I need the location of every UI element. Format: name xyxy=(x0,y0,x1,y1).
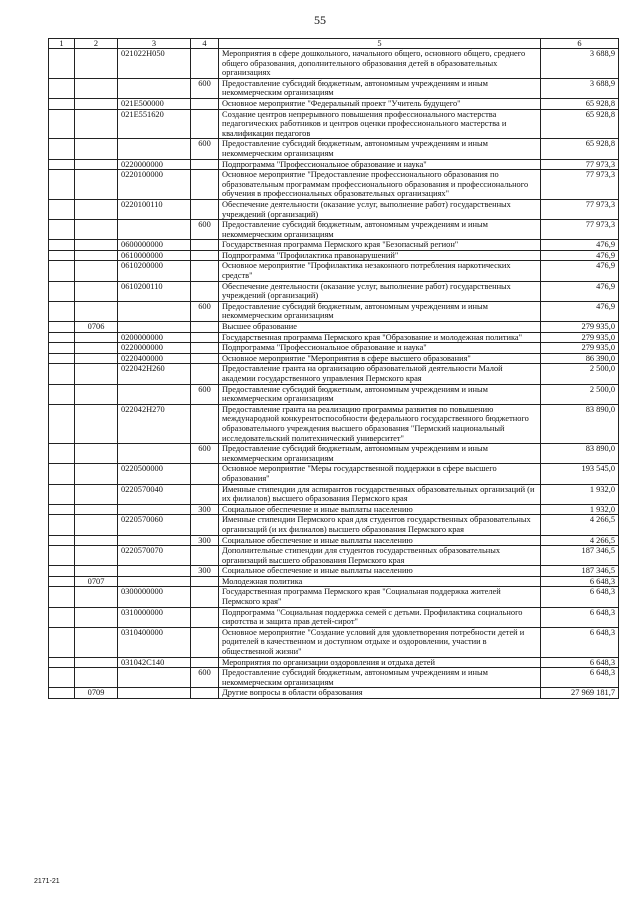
cell-section xyxy=(49,444,75,464)
cell-amount: 77 973,3 xyxy=(541,220,619,240)
cell-amount: 27 969 181,7 xyxy=(541,688,619,699)
cell-target-code xyxy=(118,322,191,333)
column-header-1: 1 xyxy=(49,39,75,49)
cell-section xyxy=(49,159,75,170)
table-row xyxy=(49,504,619,515)
table-row xyxy=(49,322,619,333)
table-row xyxy=(49,159,619,170)
cell-expense-type xyxy=(191,607,219,627)
cell-subsection xyxy=(75,170,118,200)
cell-amount: 83 890,0 xyxy=(541,404,619,443)
cell-expense-type xyxy=(191,109,219,139)
cell-section xyxy=(49,78,75,98)
cell-expense-type: 600 xyxy=(191,78,219,98)
cell-section xyxy=(49,322,75,333)
cell-expense-type: 600 xyxy=(191,444,219,464)
cell-name: Предоставление гранта на организацию образовательной деятельности Малой академии государственного управления Пермского края xyxy=(219,364,541,384)
cell-section xyxy=(49,250,75,261)
cell-subsection xyxy=(75,607,118,627)
cell-section xyxy=(49,301,75,321)
table-row xyxy=(49,343,619,354)
cell-section xyxy=(49,535,75,546)
cell-expense-type xyxy=(191,332,219,343)
cell-subsection xyxy=(75,484,118,504)
cell-expense-type xyxy=(191,353,219,364)
table-row xyxy=(49,199,619,219)
cell-amount: 4 266,5 xyxy=(541,535,619,546)
cell-expense-type xyxy=(191,627,219,657)
cell-subsection xyxy=(75,49,118,79)
cell-subsection xyxy=(75,109,118,139)
cell-section xyxy=(49,668,75,688)
cell-expense-type: 300 xyxy=(191,566,219,577)
cell-name: Подпрограмма "Профессиональное образование и наука" xyxy=(219,159,541,170)
cell-section xyxy=(49,343,75,354)
table-row xyxy=(49,49,619,79)
cell-name: Основное мероприятие "Федеральный проект "Учитель будущего" xyxy=(219,98,541,109)
cell-target-code xyxy=(118,384,191,404)
cell-subsection xyxy=(75,281,118,301)
cell-subsection xyxy=(75,444,118,464)
cell-section xyxy=(49,627,75,657)
cell-amount: 83 890,0 xyxy=(541,444,619,464)
cell-target-code xyxy=(118,688,191,699)
table-row xyxy=(49,301,619,321)
cell-target-code: 0220400000 xyxy=(118,353,191,364)
column-header-6: 6 xyxy=(541,39,619,49)
cell-expense-type: 600 xyxy=(191,384,219,404)
cell-amount: 6 648,3 xyxy=(541,607,619,627)
cell-section xyxy=(49,170,75,200)
cell-expense-type xyxy=(191,281,219,301)
cell-name: Предоставление субсидий бюджетным, автономным учреждениям и иным некоммерческим организациям xyxy=(219,444,541,464)
cell-amount: 1 932,0 xyxy=(541,484,619,504)
cell-amount: 6 648,3 xyxy=(541,576,619,587)
cell-section xyxy=(49,607,75,627)
cell-expense-type xyxy=(191,261,219,281)
cell-subsection xyxy=(75,657,118,668)
cell-section xyxy=(49,404,75,443)
cell-subsection: 0707 xyxy=(75,576,118,587)
cell-expense-type: 600 xyxy=(191,301,219,321)
cell-section xyxy=(49,484,75,504)
cell-expense-type: 600 xyxy=(191,220,219,240)
cell-name: Предоставление субсидий бюджетным, автономным учреждениям и иным некоммерческим организациям xyxy=(219,139,541,159)
cell-expense-type xyxy=(191,484,219,504)
cell-name: Социальное обеспечение и иные выплаты населению xyxy=(219,504,541,515)
cell-target-code: 0600000000 xyxy=(118,240,191,251)
cell-target-code xyxy=(118,139,191,159)
cell-target-code xyxy=(118,78,191,98)
cell-amount: 187 346,5 xyxy=(541,546,619,566)
cell-target-code: 0220570070 xyxy=(118,546,191,566)
cell-amount: 77 973,3 xyxy=(541,170,619,200)
cell-subsection xyxy=(75,78,118,98)
cell-section xyxy=(49,220,75,240)
cell-expense-type xyxy=(191,159,219,170)
cell-expense-type xyxy=(191,98,219,109)
cell-section xyxy=(49,353,75,364)
cell-name: Подпрограмма "Профессиональное образование и наука" xyxy=(219,343,541,354)
cell-target-code: 0310400000 xyxy=(118,627,191,657)
cell-target-code: 0220100110 xyxy=(118,199,191,219)
cell-expense-type: 600 xyxy=(191,668,219,688)
cell-target-code: 0220570060 xyxy=(118,515,191,535)
cell-expense-type xyxy=(191,364,219,384)
cell-section xyxy=(49,261,75,281)
cell-target-code: 0310000000 xyxy=(118,607,191,627)
cell-target-code xyxy=(118,566,191,577)
cell-amount: 2 500,0 xyxy=(541,364,619,384)
cell-name: Предоставление гранта на реализацию программы развития по повышению международной конкурентоспособности федерального государственного бюджетного образовательного учреждения высшего образования "Пермский национальный исследовательский политехнический университет" xyxy=(219,404,541,443)
cell-amount: 279 935,0 xyxy=(541,322,619,333)
cell-expense-type xyxy=(191,657,219,668)
cell-amount: 476,9 xyxy=(541,250,619,261)
table-row xyxy=(49,98,619,109)
cell-name: Государственная программа Пермского края "Безопасный регион" xyxy=(219,240,541,251)
cell-name: Подпрограмма "Социальная поддержка семей с детьми. Профилактика социального сиротства и защита прав детей-сирот" xyxy=(219,607,541,627)
cell-name: Обеспечение деятельности (оказание услуг, выполнение работ) государственных учреждений (организаций) xyxy=(219,199,541,219)
table-row xyxy=(49,546,619,566)
table-row xyxy=(49,515,619,535)
table-row xyxy=(49,109,619,139)
cell-amount: 279 935,0 xyxy=(541,332,619,343)
cell-section xyxy=(49,464,75,484)
table-row xyxy=(49,261,619,281)
cell-target-code xyxy=(118,668,191,688)
cell-section xyxy=(49,281,75,301)
cell-name: Предоставление субсидий бюджетным, автономным учреждениям и иным некоммерческим организациям xyxy=(219,301,541,321)
cell-expense-type xyxy=(191,515,219,535)
cell-name: Подпрограмма "Профилактика правонарушений" xyxy=(219,250,541,261)
cell-target-code: 022042Н270 xyxy=(118,404,191,443)
cell-subsection xyxy=(75,159,118,170)
cell-name: Предоставление субсидий бюджетным, автономным учреждениям и иным некоммерческим организациям xyxy=(219,384,541,404)
table-row xyxy=(49,281,619,301)
cell-name: Основное мероприятие "Предоставление профессионального образования по образовательным программам профессионального образования и профессионального обучения в профессиональных образовательных организациях" xyxy=(219,170,541,200)
cell-target-code: 0200000000 xyxy=(118,332,191,343)
cell-section xyxy=(49,384,75,404)
table-row xyxy=(49,627,619,657)
cell-name: Мероприятия в сфере дошкольного, начального общего, основного общего, среднего общего образования, дополнительного образования детей в образовательных организациях xyxy=(219,49,541,79)
cell-section xyxy=(49,504,75,515)
table-row xyxy=(49,607,619,627)
cell-subsection xyxy=(75,464,118,484)
cell-name: Мероприятия по организации оздоровления и отдыха детей xyxy=(219,657,541,668)
cell-section xyxy=(49,546,75,566)
cell-subsection xyxy=(75,343,118,354)
cell-section xyxy=(49,587,75,607)
cell-amount: 476,9 xyxy=(541,281,619,301)
cell-amount: 279 935,0 xyxy=(541,343,619,354)
cell-amount: 6 648,3 xyxy=(541,657,619,668)
table-row xyxy=(49,576,619,587)
cell-target-code: 021Е551620 xyxy=(118,109,191,139)
cell-expense-type: 600 xyxy=(191,139,219,159)
cell-amount: 3 688,9 xyxy=(541,78,619,98)
budget-table xyxy=(48,38,619,699)
cell-target-code: 0300000000 xyxy=(118,587,191,607)
cell-amount: 6 648,3 xyxy=(541,627,619,657)
cell-subsection xyxy=(75,515,118,535)
cell-amount: 1 932,0 xyxy=(541,504,619,515)
cell-amount: 3 688,9 xyxy=(541,49,619,79)
cell-target-code xyxy=(118,576,191,587)
cell-amount: 476,9 xyxy=(541,301,619,321)
column-header-4: 4 xyxy=(191,39,219,49)
cell-subsection xyxy=(75,546,118,566)
cell-name: Предоставление субсидий бюджетным, автономным учреждениям и иным некоммерческим организациям xyxy=(219,220,541,240)
cell-subsection xyxy=(75,301,118,321)
cell-section xyxy=(49,199,75,219)
cell-expense-type xyxy=(191,322,219,333)
footer-code: 2171-21 xyxy=(34,878,60,885)
cell-subsection xyxy=(75,199,118,219)
cell-name: Основное мероприятие "Профилактика незаконного потребления наркотических средств" xyxy=(219,261,541,281)
cell-section xyxy=(49,49,75,79)
cell-amount: 77 973,3 xyxy=(541,159,619,170)
cell-target-code xyxy=(118,301,191,321)
cell-subsection xyxy=(75,587,118,607)
cell-amount: 6 648,3 xyxy=(541,587,619,607)
cell-target-code: 0610200110 xyxy=(118,281,191,301)
cell-section xyxy=(49,515,75,535)
cell-amount: 65 928,8 xyxy=(541,139,619,159)
cell-expense-type xyxy=(191,170,219,200)
cell-subsection xyxy=(75,139,118,159)
table-header-row xyxy=(49,39,619,49)
cell-name: Государственная программа Пермского края "Образование и молодежная политика" xyxy=(219,332,541,343)
table-row xyxy=(49,668,619,688)
cell-target-code xyxy=(118,504,191,515)
table-row xyxy=(49,78,619,98)
cell-amount: 2 500,0 xyxy=(541,384,619,404)
cell-amount: 86 390,0 xyxy=(541,353,619,364)
column-header-5: 5 xyxy=(219,39,541,49)
cell-expense-type xyxy=(191,343,219,354)
cell-name: Социальное обеспечение и иные выплаты населению xyxy=(219,566,541,577)
cell-amount: 476,9 xyxy=(541,261,619,281)
table-row xyxy=(49,384,619,404)
cell-subsection xyxy=(75,384,118,404)
cell-expense-type xyxy=(191,199,219,219)
cell-name: Именные стипендии для аспирантов государственных образовательных организаций (и их филиалов) высшего образования Пермского края xyxy=(219,484,541,504)
table-row xyxy=(49,535,619,546)
cell-name: Предоставление субсидий бюджетным, автономным учреждениям и иным некоммерческим организациям xyxy=(219,668,541,688)
cell-target-code: 0220000000 xyxy=(118,343,191,354)
table-row xyxy=(49,332,619,343)
cell-name: Основное мероприятие "Меры государственной поддержки в сфере высшего образования" xyxy=(219,464,541,484)
cell-expense-type: 300 xyxy=(191,535,219,546)
cell-target-code: 031042С140 xyxy=(118,657,191,668)
cell-subsection: 0706 xyxy=(75,322,118,333)
cell-name: Предоставление субсидий бюджетным, автономным учреждениям и иным некоммерческим организациям xyxy=(219,78,541,98)
cell-section xyxy=(49,109,75,139)
cell-subsection xyxy=(75,364,118,384)
cell-expense-type xyxy=(191,688,219,699)
cell-amount: 65 928,8 xyxy=(541,98,619,109)
table-row xyxy=(49,657,619,668)
table-row xyxy=(49,587,619,607)
table-row xyxy=(49,220,619,240)
cell-target-code xyxy=(118,220,191,240)
table-row xyxy=(49,139,619,159)
cell-name: Государственная программа Пермского края "Социальная поддержка жителей Пермского края" xyxy=(219,587,541,607)
cell-subsection xyxy=(75,566,118,577)
cell-target-code: 0220500000 xyxy=(118,464,191,484)
cell-target-code xyxy=(118,444,191,464)
cell-amount: 6 648,3 xyxy=(541,668,619,688)
cell-subsection: 0709 xyxy=(75,688,118,699)
cell-name: Социальное обеспечение и иные выплаты населению xyxy=(219,535,541,546)
table-row xyxy=(49,404,619,443)
cell-name: Основное мероприятие "Мероприятия в сфере высшего образования" xyxy=(219,353,541,364)
cell-amount: 187 346,5 xyxy=(541,566,619,577)
cell-expense-type: 300 xyxy=(191,504,219,515)
table-row xyxy=(49,566,619,577)
table-row xyxy=(49,364,619,384)
cell-expense-type xyxy=(191,464,219,484)
cell-name: Создание центров непрерывного повышения профессионального мастерства педагогических работников и центров оценки профессионального мастерства и квалификации педагогов xyxy=(219,109,541,139)
cell-expense-type xyxy=(191,576,219,587)
cell-section xyxy=(49,240,75,251)
cell-section xyxy=(49,139,75,159)
cell-target-code xyxy=(118,535,191,546)
cell-expense-type xyxy=(191,49,219,79)
cell-subsection xyxy=(75,668,118,688)
cell-target-code: 022042Н260 xyxy=(118,364,191,384)
column-header-3: 3 xyxy=(118,39,191,49)
cell-name: Дополнительные стипендии для студентов государственных образовательных организаций высшего образования Пермского края xyxy=(219,546,541,566)
table-row xyxy=(49,170,619,200)
table-row xyxy=(49,353,619,364)
cell-name: Другие вопросы в области образования xyxy=(219,688,541,699)
cell-amount: 4 266,5 xyxy=(541,515,619,535)
cell-section xyxy=(49,98,75,109)
cell-expense-type xyxy=(191,250,219,261)
table-row xyxy=(49,484,619,504)
cell-subsection xyxy=(75,240,118,251)
cell-target-code: 0220570040 xyxy=(118,484,191,504)
cell-name: Основное мероприятие "Создание условий для удовлетворения потребности детей и родителей в качественном и доступном отдыхе и оздоровлении, участии в общественной жизни" xyxy=(219,627,541,657)
cell-target-code: 0610000000 xyxy=(118,250,191,261)
cell-expense-type xyxy=(191,546,219,566)
cell-section xyxy=(49,566,75,577)
cell-expense-type xyxy=(191,587,219,607)
cell-target-code: 0220100000 xyxy=(118,170,191,200)
table-row xyxy=(49,250,619,261)
cell-name: Именные стипендии Пермского края для студентов государственных образовательных организаций (и их филиалов) высшего образования Пермского края xyxy=(219,515,541,535)
table-row xyxy=(49,444,619,464)
cell-expense-type xyxy=(191,404,219,443)
cell-target-code: 021022Н050 xyxy=(118,49,191,79)
cell-subsection xyxy=(75,353,118,364)
cell-name: Молодежная политика xyxy=(219,576,541,587)
cell-subsection xyxy=(75,98,118,109)
cell-expense-type xyxy=(191,240,219,251)
cell-target-code: 021Е500000 xyxy=(118,98,191,109)
cell-subsection xyxy=(75,261,118,281)
cell-subsection xyxy=(75,250,118,261)
table-row xyxy=(49,464,619,484)
cell-section xyxy=(49,332,75,343)
table-row xyxy=(49,240,619,251)
cell-amount: 65 928,8 xyxy=(541,109,619,139)
cell-subsection xyxy=(75,220,118,240)
cell-section xyxy=(49,657,75,668)
cell-section xyxy=(49,688,75,699)
cell-subsection xyxy=(75,504,118,515)
cell-target-code: 0610200000 xyxy=(118,261,191,281)
cell-amount: 476,9 xyxy=(541,240,619,251)
cell-amount: 77 973,3 xyxy=(541,199,619,219)
cell-amount: 193 545,0 xyxy=(541,464,619,484)
cell-target-code: 0220000000 xyxy=(118,159,191,170)
cell-subsection xyxy=(75,627,118,657)
cell-name: Высшее образование xyxy=(219,322,541,333)
cell-name: Обеспечение деятельности (оказание услуг, выполнение работ) государственных учреждений (организаций) xyxy=(219,281,541,301)
page-number: 55 xyxy=(314,13,326,27)
cell-subsection xyxy=(75,535,118,546)
table-row xyxy=(49,688,619,699)
cell-section xyxy=(49,576,75,587)
column-header-2: 2 xyxy=(75,39,118,49)
cell-subsection xyxy=(75,332,118,343)
table-body xyxy=(49,49,619,699)
cell-subsection xyxy=(75,404,118,443)
cell-section xyxy=(49,364,75,384)
